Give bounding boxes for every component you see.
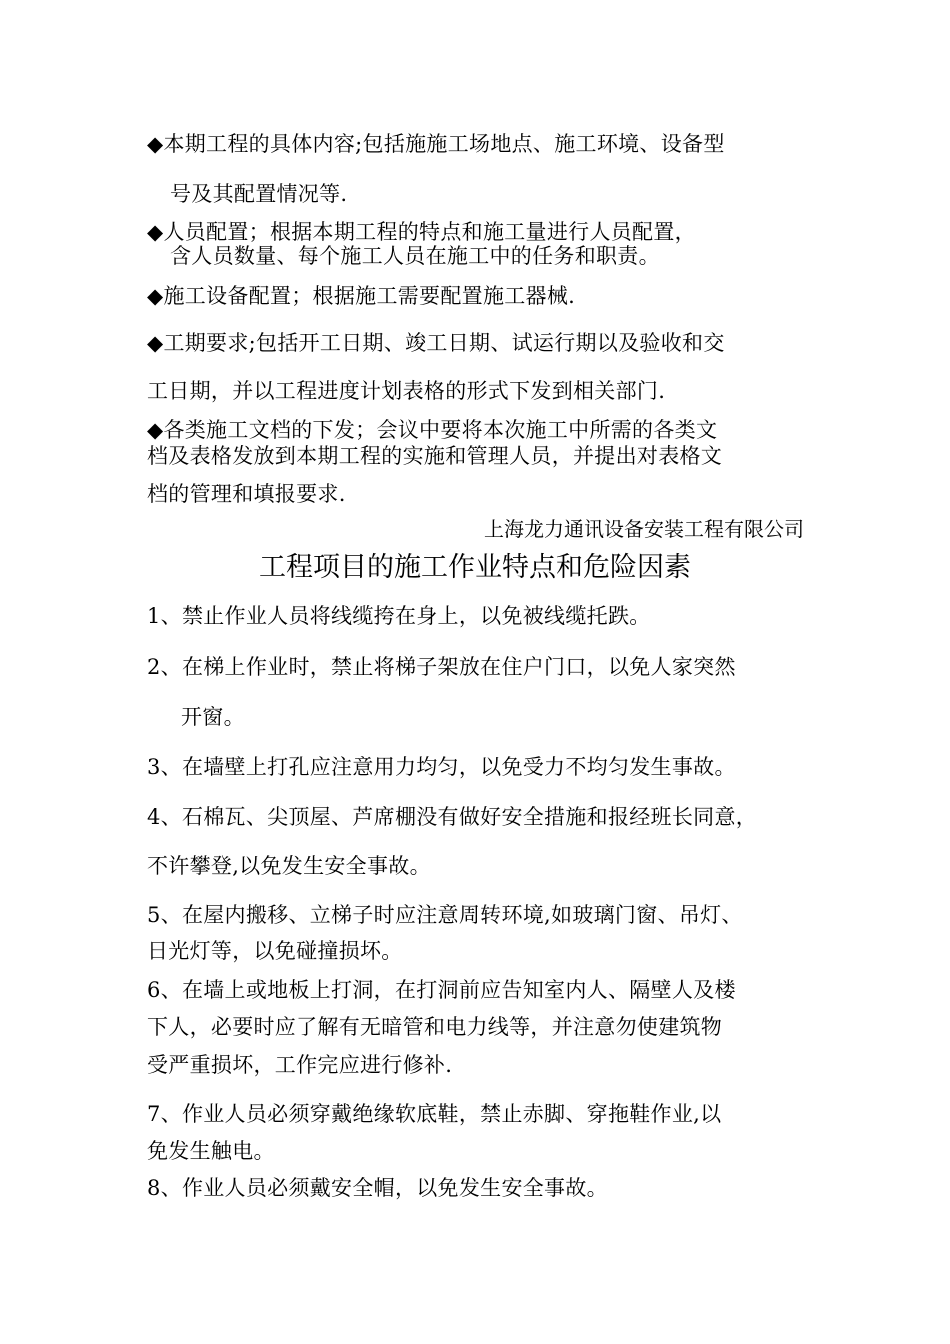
company-name: 上海龙力通讯设备安装工程有限公司	[484, 517, 804, 541]
hazard-2-line-1: 2、在梯上作业时，禁止将梯子架放在住户门口，以免人家突然	[147, 655, 736, 679]
hazard-7-line-1: 7、作业人员必须穿戴绝缘软底鞋，禁止赤脚、穿拖鞋作业,以	[147, 1102, 722, 1126]
bullet-1-line-1: ◆本期工程的具体内容;包括施施工场地点、施工环境、设备型	[147, 132, 725, 156]
bullet-5-line-3: 档的管理和填报要求.	[147, 482, 346, 506]
bullet-5-line-1: ◆各类施工文档的下发；会议中要将本次施工中所需的各类文	[147, 418, 718, 442]
bullet-4-line-2: 工日期，并以工程进度计划表格的形式下发到相关部门.	[147, 379, 666, 403]
hazard-5-line-1: 5、在屋内搬移、立梯子时应注意周转环境,如玻璃门窗、吊灯、	[147, 903, 743, 927]
bullet-1-line-2: 号及其配置情况等.	[170, 182, 348, 206]
hazard-7-line-2: 免发生触电。	[147, 1139, 275, 1163]
section-title: 工程项目的施工作业特点和危险因素	[259, 552, 691, 583]
hazard-6-line-2: 下人，必要时应了解有无暗管和电力线等，并注意勿使建筑物	[147, 1015, 723, 1039]
hazard-1-line-1: 1、禁止作业人员将线缆挎在身上，以免被线缆托跌。	[147, 604, 651, 628]
bullet-4-line-1: ◆工期要求;包括开工日期、竣工日期、试运行期以及验收和交	[147, 331, 725, 355]
hazard-5-line-2: 日光灯等，以免碰撞损坏。	[147, 939, 403, 963]
hazard-4-line-1: 4、石棉瓦、尖顶屋、芦席棚没有做好安全措施和报经班长同意，	[147, 805, 758, 829]
hazard-2-line-2: 开窗。	[181, 705, 245, 729]
bullet-5-line-2: 档及表格发放到本期工程的实施和管理人员，并提出对表格文	[147, 444, 723, 468]
hazard-8-line-1: 8、作业人员必须戴安全帽，以免发生安全事故。	[147, 1176, 608, 1200]
bullet-3-line-1: ◆施工设备配置；根据施工需要配置施工器械.	[147, 284, 576, 308]
hazard-6-line-3: 受严重损坏，工作完应进行修补.	[147, 1053, 453, 1077]
hazard-6-line-1: 6、在墙上或地板上打洞，在打洞前应告知室内人、隔壁人及楼	[147, 978, 736, 1002]
bullet-2-line-1: ◆人员配置；根据本期工程的特点和施工量进行人员配置，	[147, 220, 696, 244]
bullet-2-line-2: 含人员数量、每个施工人员在施工中的任务和职责。	[170, 244, 660, 268]
hazard-3-line-1: 3、在墙壁上打孔应注意用力均匀，以免受力不均匀发生事故。	[147, 755, 736, 779]
hazard-4-line-2: 不许攀登,以免发生安全事故。	[147, 854, 431, 878]
